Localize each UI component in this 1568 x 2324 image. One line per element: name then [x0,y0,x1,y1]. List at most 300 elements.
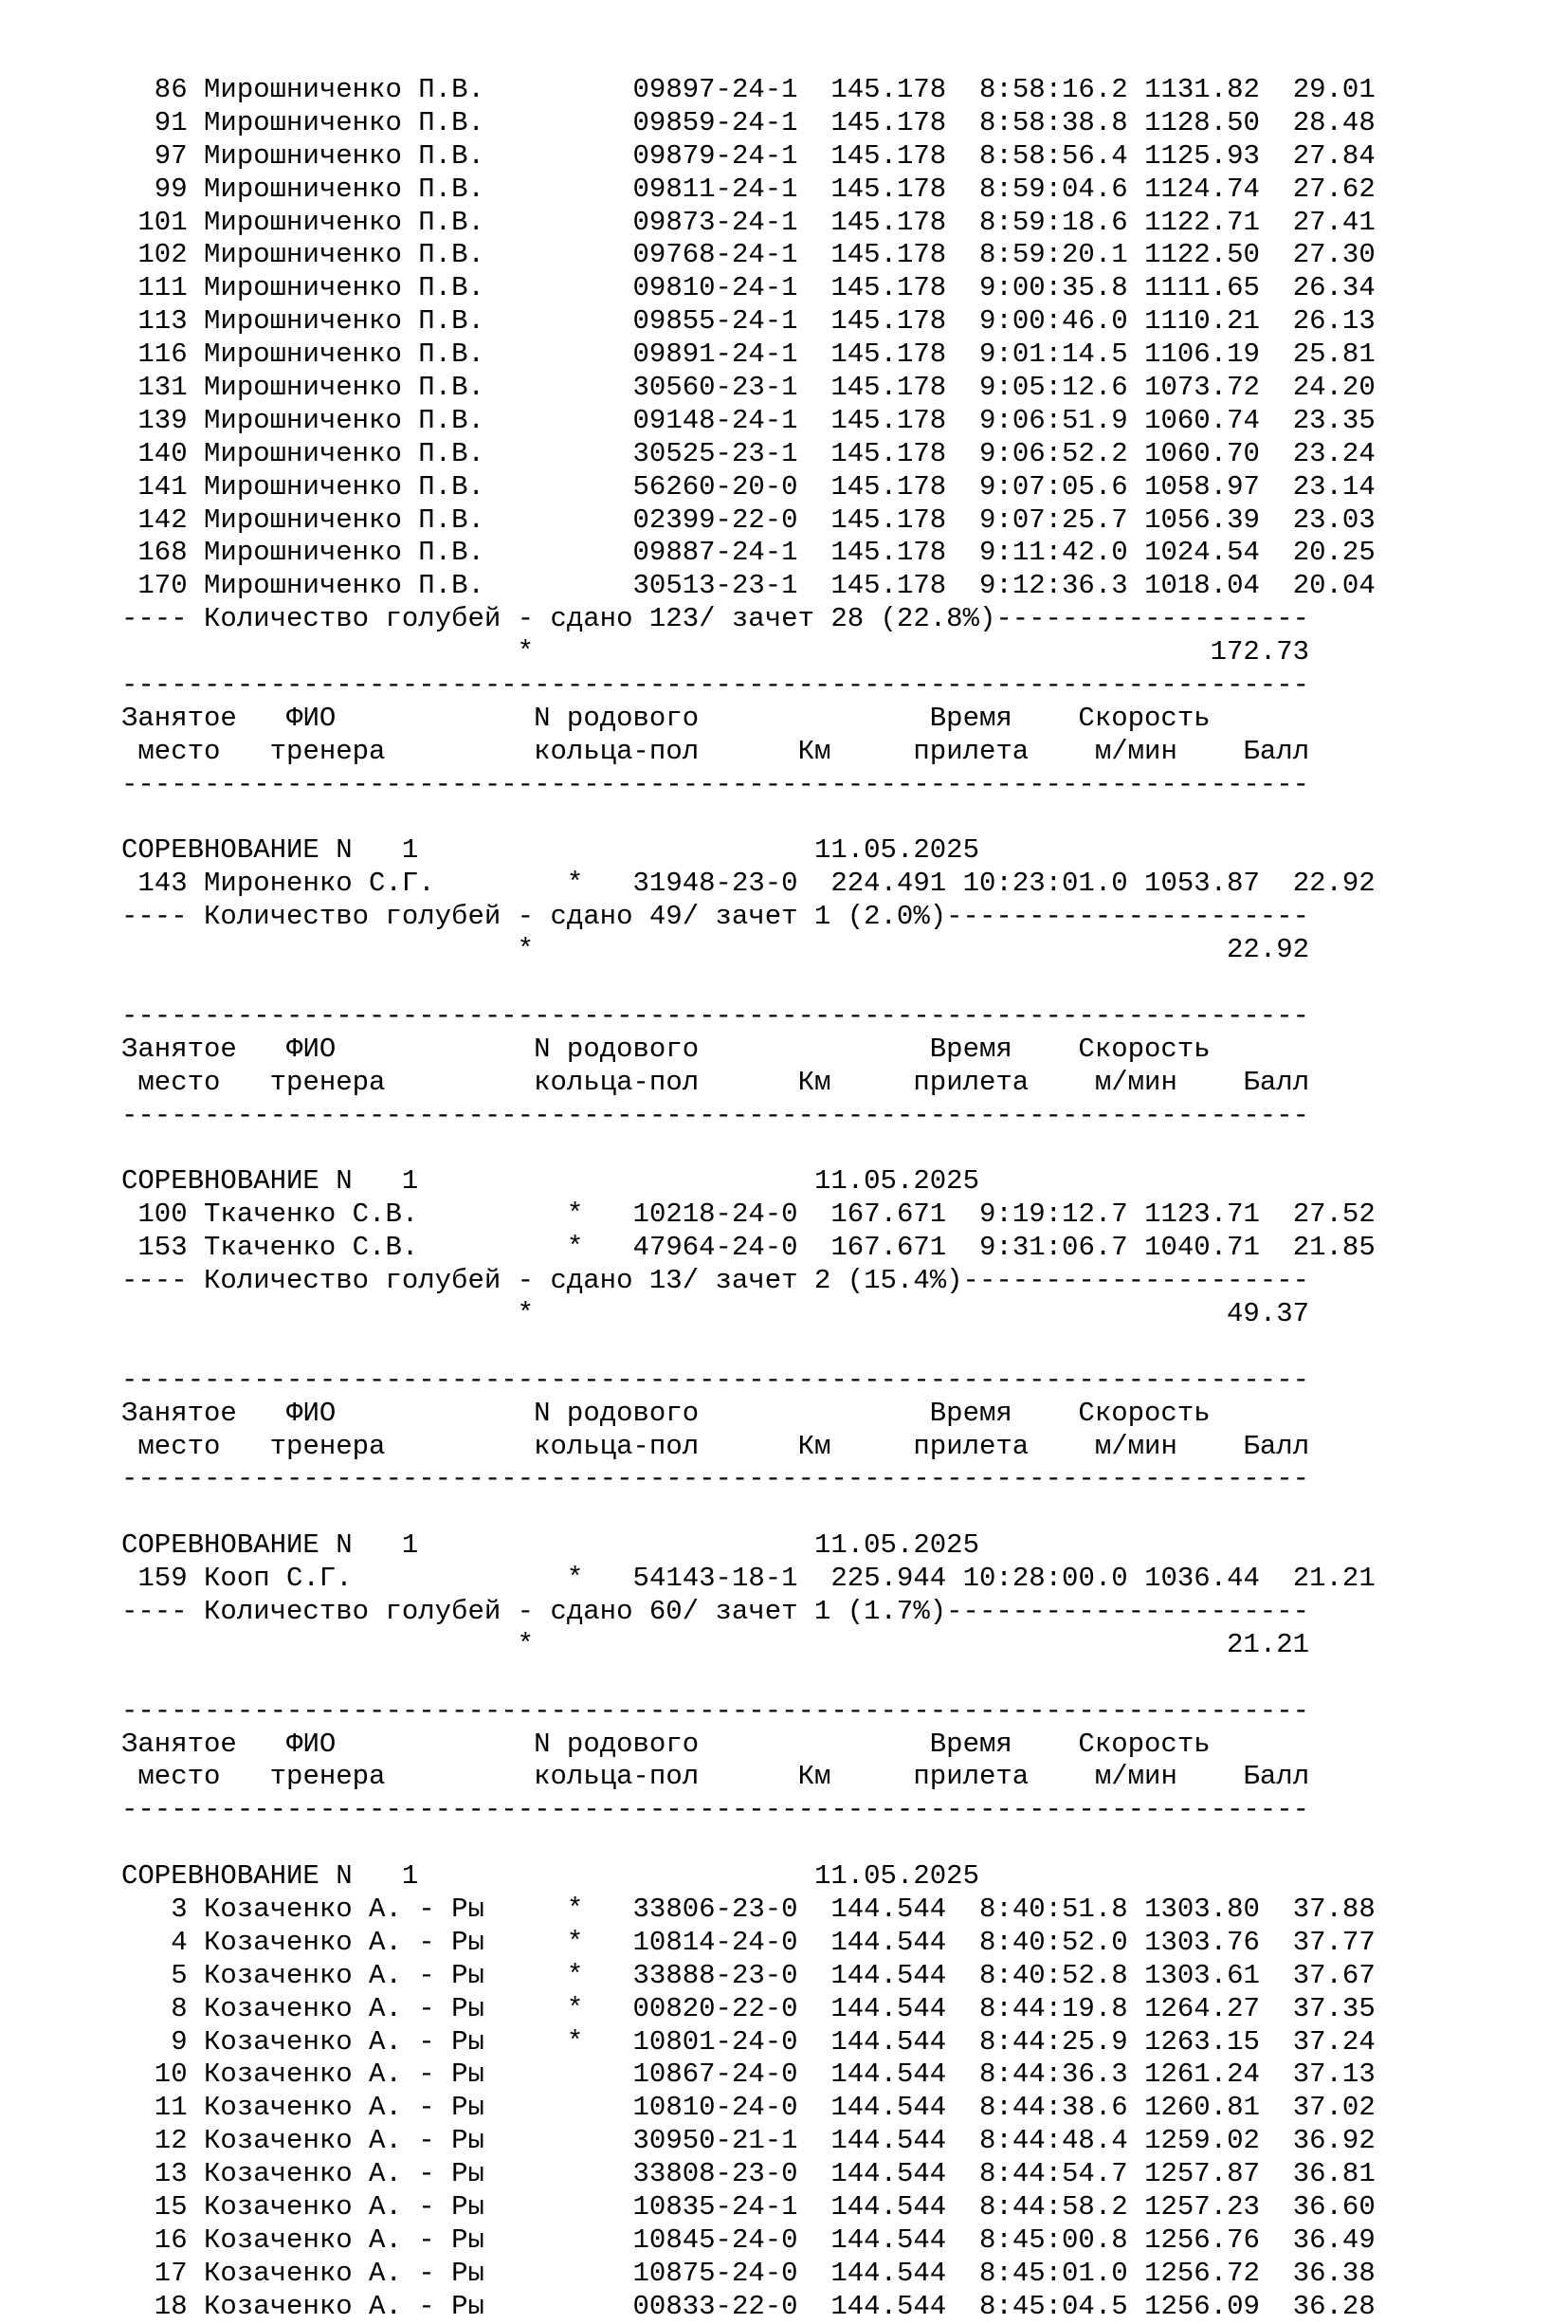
blank-line [121,1662,1449,1695]
arrival-time: 9:11:42.0 [979,537,1128,569]
block-4 [121,1331,1449,1662]
arrival-time: 8:59:18.6 [979,206,1128,238]
trainer-name: Мирошниченко П.В. [204,173,484,205]
trainer-name: Мирошниченко П.В. [204,206,484,238]
trainer-name: Ткаченко С.В. [204,1232,419,1264]
place: 102 [121,239,188,271]
place: 111 [121,272,188,304]
ring-number: 10810-24-0 [632,2092,798,2124]
table-row [121,438,1449,471]
header-time-2: прилета [913,1066,1030,1098]
ring-number: 56260-20-0 [632,470,798,503]
header-place-2: место [137,1761,221,1793]
place: 116 [121,339,188,371]
table-header-line-1 [121,1034,1449,1067]
header-speed-2: м/мин [1094,1761,1177,1793]
header-ring-2: кольца-пол [534,1430,700,1462]
distance-km: 144.544 [830,2092,947,2124]
table-row [121,1563,1449,1596]
trainer-name: Козаченко А. - Ры [204,2092,484,2124]
arrival-time: 8:45:01.0 [979,2257,1128,2289]
arrival-time: 8:44:25.9 [979,2025,1128,2058]
speed: 1264.27 [1144,1992,1260,2024]
score: 27.41 [1292,206,1376,238]
score: 36.81 [1292,2158,1376,2190]
speed: 1303.80 [1144,1893,1260,1925]
ring-number: 09891-24-1 [632,339,798,371]
distance-km: 145.178 [830,503,947,536]
header-place-2: место [137,1430,221,1462]
header-place-2: место [137,1066,221,1098]
speed: 1036.44 [1144,1563,1260,1595]
distance-km: 144.544 [830,2125,947,2157]
arrival-time: 8:40:52.0 [979,1926,1128,1958]
header-name-2: тренера [269,1066,386,1098]
speed: 1303.61 [1144,1959,1260,1991]
place: 159 [121,1563,188,1595]
trainer-name: Мирошниченко П.В. [204,106,484,138]
table-row [121,537,1449,570]
speed: 1257.87 [1144,2158,1260,2190]
trainer-name: Мирошниченко П.В. [204,503,484,536]
arrival-time: 9:00:46.0 [979,305,1128,338]
speed: 1124.74 [1144,173,1260,205]
competition-line [121,1165,1449,1199]
header-place: Занятое [121,702,237,734]
table-row [121,239,1449,272]
ring-number: 30513-23-1 [632,570,798,602]
arrival-time: 8:44:48.4 [979,2125,1128,2157]
trainer-name: Мирошниченко П.В. [204,305,484,338]
trainer-name: Мирошниченко П.В. [204,404,484,436]
speed: 1122.71 [1144,206,1260,238]
place: 91 [121,106,188,138]
blank-line [121,802,1449,835]
place: 113 [121,305,188,338]
speed: 1131.82 [1144,74,1260,105]
header-name: ФИО [286,1033,337,1065]
trainer-name: Мирошниченко П.В. [204,437,484,469]
trainer-name: Козаченко А. - Ры [204,1959,484,1991]
table-row [121,339,1449,372]
total-score: 49.37 [1227,1297,1310,1329]
ring-number: 10801-24-0 [632,2025,798,2058]
place: 8 [121,1992,188,2024]
competition-date: 11.05.2025 [813,1529,979,1562]
table-row [121,868,1449,901]
block-5 [121,1662,1449,2324]
speed: 1073.72 [1144,372,1260,404]
speed: 1058.97 [1144,470,1260,503]
blank-line [121,1331,1449,1364]
place: 16 [121,2223,188,2256]
header-place-2: место [137,735,221,767]
table-row [121,1232,1449,1265]
trainer-name: Кооп С.Г. [204,1563,353,1595]
score: 20.04 [1292,570,1376,602]
mark: * [566,868,584,900]
place: 9 [121,2025,188,2058]
place: 143 [121,868,188,900]
ring-number: 10835-24-1 [632,2191,798,2223]
score: 36.60 [1292,2191,1376,2223]
score: 28.48 [1292,106,1376,138]
place: 142 [121,503,188,536]
score: 26.13 [1292,305,1376,338]
score: 37.67 [1292,1959,1376,1991]
table-header-line-2 [121,1431,1449,1464]
trainer-name: Козаченко А. - Ры [204,2025,484,2058]
summary: ---- Количество голубей - сдано 123/ зачет 28 (22.8%)------------------- [121,603,1310,635]
mark: * [566,1992,584,2024]
place: 97 [121,139,188,172]
trainer-name: Козаченко А. - Ры [204,2158,484,2190]
table-row [121,140,1449,174]
distance-km: 145.178 [830,404,947,436]
header-time-2: прилета [913,1430,1030,1462]
block-2 [121,669,1449,967]
arrival-time: 9:06:51.9 [979,404,1128,436]
table-row [121,2291,1449,2324]
header-score: Балл [1243,1761,1310,1793]
ring-number: 09768-24-1 [632,239,798,271]
distance-km: 145.178 [830,437,947,469]
speed: 1040.71 [1144,1232,1260,1264]
place: 11 [121,2092,188,2124]
score: 37.13 [1292,2059,1376,2091]
competition-date: 11.05.2025 [813,1860,979,1893]
arrival-time: 8:40:52.8 [979,1959,1128,1991]
header-ring: N родового [534,1728,700,1760]
trainer-name: Козаченко А. - Ры [204,2191,484,2223]
speed: 1259.02 [1144,2125,1260,2157]
arrival-time: 8:58:56.4 [979,139,1128,172]
ring-number: 09855-24-1 [632,305,798,338]
trainer-name: Мирошниченко П.В. [204,570,484,602]
table-row [121,305,1449,339]
score: 36.28 [1292,2290,1376,2322]
distance-km: 144.544 [830,2223,947,2256]
speed: 1018.04 [1144,570,1260,602]
score: 37.88 [1292,1893,1376,1925]
score: 37.02 [1292,2092,1376,2124]
distance-km: 224.491 [830,868,947,900]
header-ring: N родового [534,1033,700,1065]
speed: 1256.09 [1144,2290,1260,2322]
speed: 1123.71 [1144,1199,1260,1231]
table-row [121,570,1449,603]
table-header-line-1 [121,1729,1449,1762]
table-row [121,2158,1449,2191]
table-row [121,2224,1449,2258]
summary-line [121,1265,1449,1298]
score: 20.25 [1292,537,1376,569]
arrival-time: 8:59:20.1 [979,239,1128,271]
score: 37.35 [1292,1992,1376,2024]
header-time: Время [929,1397,1012,1429]
table-header-line-1 [121,1398,1449,1431]
arrival-time: 8:45:00.8 [979,2223,1128,2256]
score: 21.85 [1292,1232,1376,1264]
ring-number: 09811-24-1 [632,173,798,205]
score: 36.49 [1292,2223,1376,2256]
speed: 1260.81 [1144,2092,1260,2124]
trainer-name: Мирошниченко П.В. [204,139,484,172]
speed: 1122.50 [1144,239,1260,271]
score: 27.30 [1292,239,1376,271]
mark: * [566,1199,584,1231]
speed: 1111.65 [1144,272,1260,304]
ring-number: 47964-24-0 [632,1232,798,1264]
blank-line [121,1496,1449,1529]
trainer-name: Козаченко А. - Ры [204,2223,484,2256]
total-score: 21.21 [1227,1628,1310,1660]
arrival-time: 9:19:12.7 [979,1199,1128,1231]
speed: 1056.39 [1144,503,1260,536]
arrival-time: 8:58:16.2 [979,74,1128,105]
score: 23.03 [1292,503,1376,536]
table-row [121,405,1449,438]
distance-km: 144.544 [830,1926,947,1958]
header-time: Время [929,1728,1012,1760]
trainer-name: Козаченко А. - Ры [204,1893,484,1925]
ring-number: 33888-23-0 [632,1959,798,1991]
summary: ---- Количество голубей - сдано 49/ зачет 1 (2.0%)---------------------- [121,901,1310,933]
trainer-name: Козаченко А. - Ры [204,1926,484,1958]
trainer-name: Мирошниченко П.В. [204,239,484,271]
distance-km: 145.178 [830,173,947,205]
table-row [121,1960,1449,1993]
speed: 1257.23 [1144,2191,1260,2223]
table-header-line-1 [121,703,1449,736]
table-row [121,1199,1449,1232]
table-row [121,471,1449,504]
distance-km: 167.671 [830,1199,947,1231]
arrival-time: 8:45:04.5 [979,2290,1128,2322]
speed: 1263.15 [1144,2025,1260,2058]
header-speed: Скорость [1078,1728,1211,1760]
header-place: Занятое [121,1728,237,1760]
distance-km: 145.178 [830,272,947,304]
ring-number: 31948-23-0 [632,868,798,900]
block-3 [121,967,1449,1331]
speed: 1060.70 [1144,437,1260,469]
trainer-name: Мирошниченко П.В. [204,470,484,503]
ring-number: 09810-24-1 [632,272,798,304]
table-row [121,207,1449,240]
arrival-time: 9:01:14.5 [979,339,1128,371]
table-row [121,2059,1449,2092]
table-row [121,2026,1449,2059]
trainer-name: Козаченко А. - Ры [204,2059,484,2091]
distance-km: 145.178 [830,570,947,602]
header-ring-2: кольца-пол [534,1066,700,1098]
table-row [121,74,1449,107]
ring-number: 30950-21-1 [632,2125,798,2157]
ring-number: 09897-24-1 [632,74,798,105]
arrival-time: 9:07:05.6 [979,470,1128,503]
ring-number: 10814-24-0 [632,1926,798,1958]
divider: ------------------------------------------------------------------------ [121,669,1310,702]
arrival-time: 8:58:38.8 [979,106,1128,138]
total-line: * 49.37 [517,1297,1310,1329]
trainer-name: Мирошниченко П.В. [204,372,484,404]
header-name: ФИО [286,1397,337,1429]
distance-km: 144.544 [830,2059,947,2091]
arrival-time: 8:44:54.7 [979,2158,1128,2190]
ring-number: 09887-24-1 [632,537,798,569]
table-row [121,2258,1449,2291]
place: 17 [121,2257,188,2289]
header-score: Балл [1243,1430,1310,1462]
score: 23.24 [1292,437,1376,469]
speed: 1110.21 [1144,305,1260,338]
total-line: * 172.73 [517,636,1310,668]
score: 37.77 [1292,1926,1376,1958]
ring-number: 02399-22-0 [632,503,798,536]
ring-number: 33806-23-0 [632,1893,798,1925]
table-row [121,1894,1449,1927]
place: 10 [121,2059,188,2091]
header-place: Занятое [121,1033,237,1065]
place: 12 [121,2125,188,2157]
header-speed: Скорость [1078,702,1211,734]
speed: 1256.76 [1144,2223,1260,2256]
score: 24.20 [1292,372,1376,404]
distance-km: 145.178 [830,206,947,238]
header-name-2: тренера [269,1761,386,1793]
header-name-2: тренера [269,1430,386,1462]
distance-km: 145.178 [830,339,947,371]
table-row [121,107,1449,140]
total-score: 172.73 [1210,636,1310,668]
place: 139 [121,404,188,436]
place: 170 [121,570,188,602]
header-time-2: прилета [913,735,1030,767]
summary: ---- Количество голубей - сдано 60/ зачет 1 (1.7%)---------------------- [121,1595,1310,1627]
score: 36.92 [1292,2125,1376,2157]
score: 23.14 [1292,470,1376,503]
place: 3 [121,1893,188,1925]
arrival-time: 8:44:38.6 [979,2092,1128,2124]
header-time: Время [929,702,1012,734]
place: 18 [121,2290,188,2322]
header-name: ФИО [286,1728,337,1760]
header-name-2: тренера [269,735,386,767]
place: 101 [121,206,188,238]
ring-number: 00833-22-0 [632,2290,798,2322]
trainer-name: Мироненко С.Г. [204,868,435,900]
speed: 1256.72 [1144,2257,1260,2289]
divider: ------------------------------------------------------------------------ [121,1363,1310,1396]
blank-line [121,1827,1449,1860]
speed: 1060.74 [1144,404,1260,436]
competition-line [121,834,1449,868]
divider: ------------------------------------------------------------------------ [121,768,1310,800]
score: 21.21 [1292,1563,1376,1595]
distance-km: 144.544 [830,1959,947,1991]
distance-km: 144.544 [830,1893,947,1925]
header-ring-2: кольца-пол [534,735,700,767]
mark: * [566,1563,584,1595]
ring-number: 10867-24-0 [632,2059,798,2091]
place: 5 [121,1959,188,1991]
distance-km: 144.544 [830,1992,947,2024]
ring-number: 09148-24-1 [632,404,798,436]
total-score: 22.92 [1227,934,1310,966]
distance-km: 144.544 [830,2290,947,2322]
header-name: ФИО [286,702,337,734]
distance-km: 145.178 [830,537,947,569]
block-1 [121,74,1449,669]
place: 86 [121,74,188,105]
distance-km: 144.544 [830,2158,947,2190]
trainer-name: Козаченко А. - Ры [204,2125,484,2157]
header-time-2: прилета [913,1761,1030,1793]
speed: 1261.24 [1144,2059,1260,2091]
place: 153 [121,1232,188,1264]
score: 27.84 [1292,139,1376,172]
summary-line [121,1596,1449,1629]
table-header-line-2 [121,1761,1449,1794]
header-speed: Скорость [1078,1397,1211,1429]
header-km: Км [797,1066,831,1098]
summary-line [121,603,1449,636]
divider: ------------------------------------------------------------------------ [121,999,1310,1032]
arrival-time: 9:00:35.8 [979,272,1128,304]
place: 99 [121,173,188,205]
mark: * [566,1232,584,1264]
divider: ------------------------------------------------------------------------ [121,1694,1310,1727]
distance-km: 145.178 [830,372,947,404]
table-header-line-2 [121,736,1449,769]
arrival-time: 10:28:00.0 [962,1563,1128,1595]
trainer-name: Козаченко А. - Ры [204,2290,484,2322]
table-row [121,272,1449,305]
score: 36.38 [1292,2257,1376,2289]
divider: ------------------------------------------------------------------------ [121,1099,1310,1131]
total-line: * 21.21 [517,1628,1310,1660]
place: 15 [121,2191,188,2223]
header-km: Км [797,735,831,767]
score: 27.52 [1292,1199,1376,1231]
header-ring: N родового [534,1397,700,1429]
trainer-name: Мирошниченко П.В. [204,272,484,304]
header-speed-2: м/мин [1094,1430,1177,1462]
header-speed: Скорость [1078,1033,1211,1065]
place: 13 [121,2158,188,2190]
arrival-time: 8:40:51.8 [979,1893,1128,1925]
table-row [121,1927,1449,1960]
distance-km: 145.178 [830,74,947,105]
results-printout [121,74,1449,2324]
trainer-name: Мирошниченко П.В. [204,339,484,371]
speed: 1106.19 [1144,339,1260,371]
header-speed-2: м/мин [1094,1066,1177,1098]
place: 100 [121,1199,188,1231]
header-score: Балл [1243,1066,1310,1098]
speed: 1125.93 [1144,139,1260,172]
arrival-time: 9:05:12.6 [979,372,1128,404]
header-score: Балл [1243,735,1310,767]
score: 26.34 [1292,272,1376,304]
score: 22.92 [1292,868,1376,900]
mark: * [566,2025,584,2058]
distance-km: 144.544 [830,2191,947,2223]
distance-km: 167.671 [830,1232,947,1264]
table-row [121,2191,1449,2224]
table-row [121,2092,1449,2125]
